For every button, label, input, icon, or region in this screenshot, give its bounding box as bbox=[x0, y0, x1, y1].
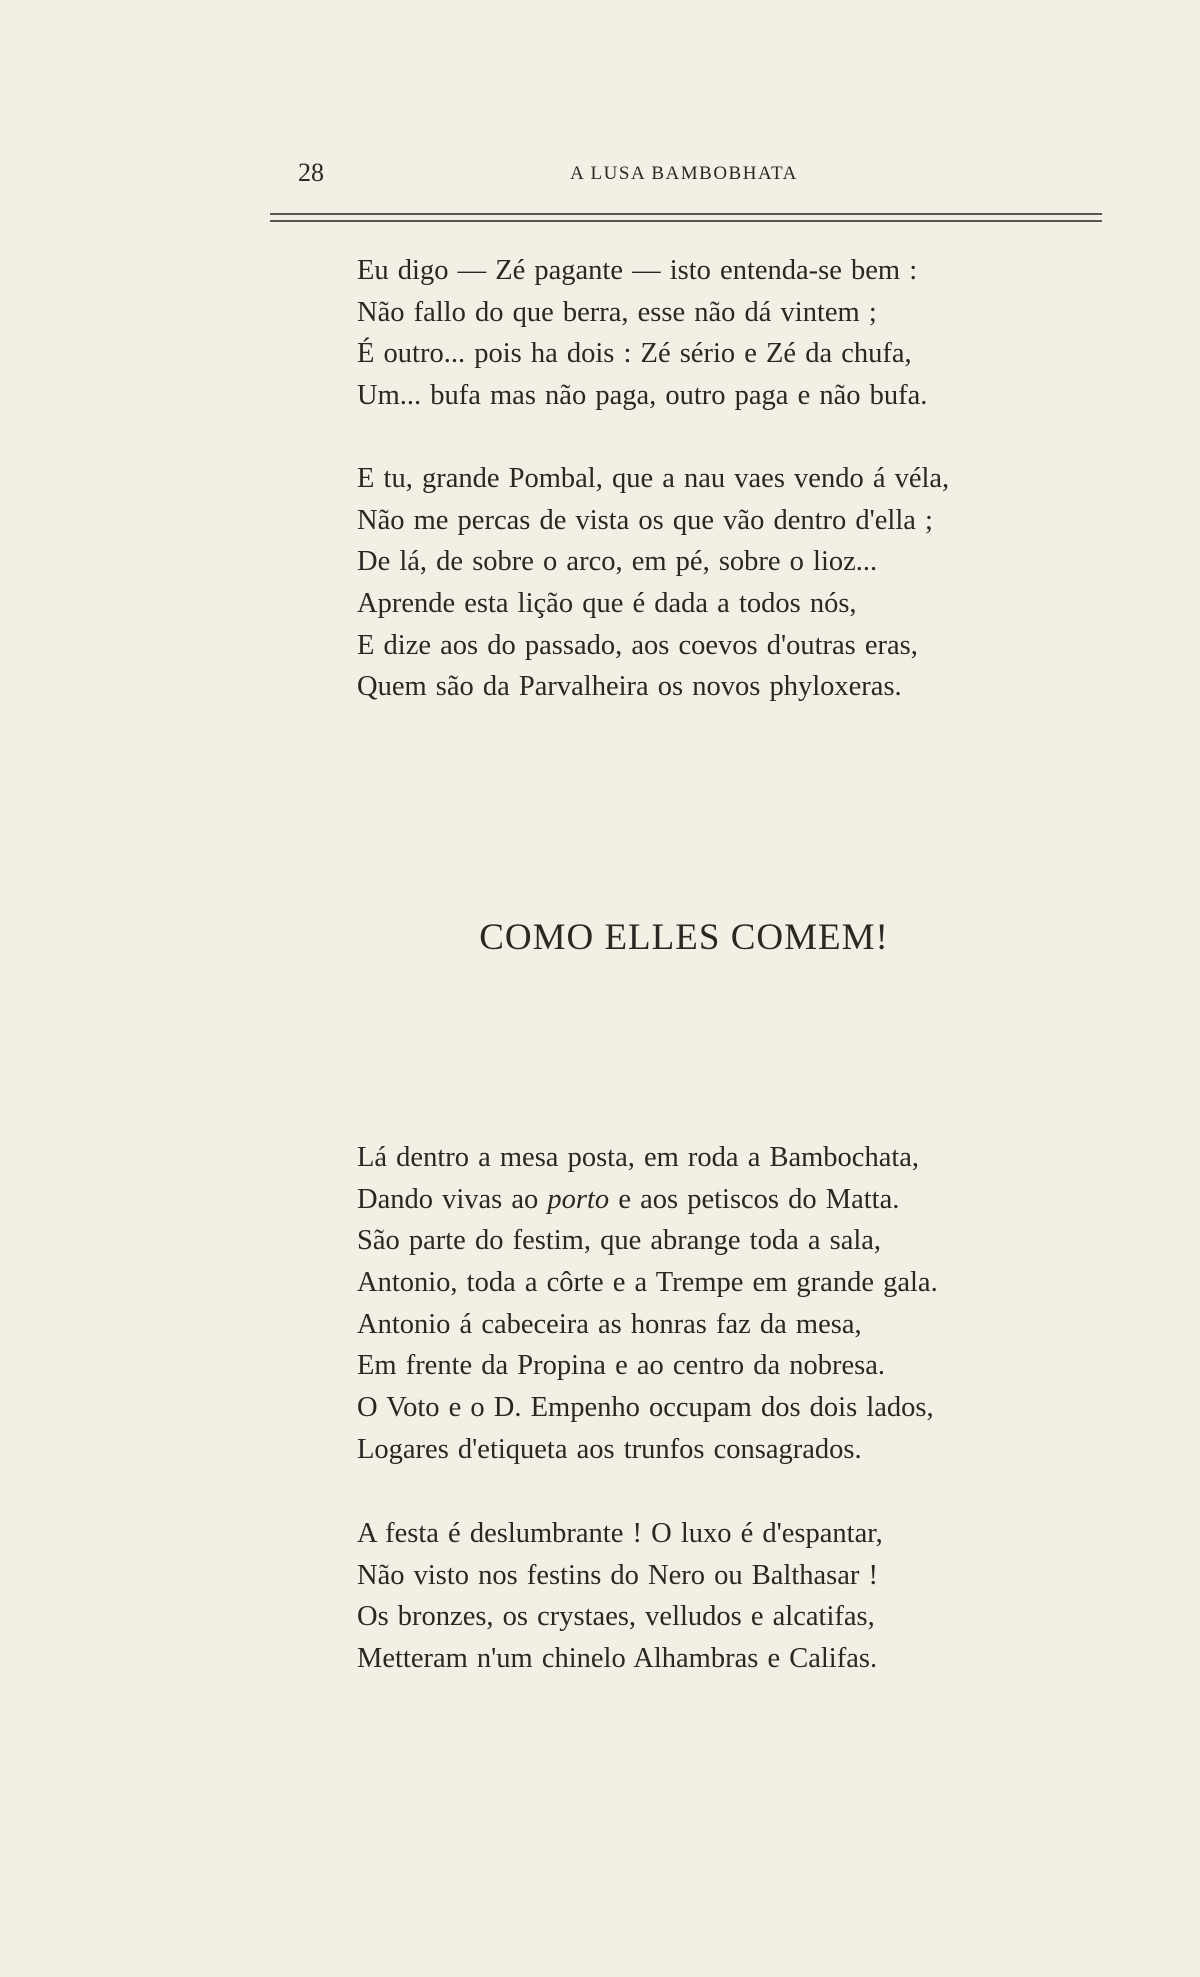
verse-line bbox=[357, 1179, 938, 1221]
verse-line: Não me percas de vista os que vão dentro d'ella ; bbox=[357, 504, 933, 536]
verse-line: Não visto nos festins do Nero ou Balthasar ! bbox=[357, 1559, 878, 1591]
page-number: 28 bbox=[298, 158, 324, 187]
verse-line: São parte do festim, que abrange toda a sala, bbox=[357, 1225, 882, 1257]
verse-text: e aos petiscos do Matta. bbox=[609, 1183, 900, 1215]
running-title: A LUSA BAMBOBHATA bbox=[570, 163, 798, 184]
verse-line: Em frente da Propina e ao centro da nobresa. bbox=[357, 1350, 885, 1382]
stanza-2 bbox=[357, 458, 949, 708]
stanza-4 bbox=[357, 1513, 883, 1680]
verse-line: É outro... pois ha dois : Zé sério e Zé da chufa, bbox=[357, 338, 912, 370]
verse-line: E dize aos do passado, aos coevos d'outras eras, bbox=[357, 629, 918, 661]
verse-text: Dando vivas ao bbox=[357, 1183, 548, 1215]
verse-line: Metteram n'um chinelo Alhambras e Califas. bbox=[357, 1643, 878, 1675]
verse-line: Os bronzes, os crystaes, velludos e alcatifas, bbox=[357, 1601, 875, 1633]
poem-title: COMO ELLES COMEM! bbox=[479, 917, 889, 958]
verse-line: Eu digo — Zé pagante — isto entenda-se bem : bbox=[357, 255, 918, 286]
verse-line: A festa é deslumbrante ! O luxo é d'espantar, bbox=[357, 1518, 883, 1549]
verse-line: Aprende esta lição que é dada a todos nós, bbox=[357, 588, 857, 620]
verse-line: Logares d'etiqueta aos trunfos consagrados. bbox=[357, 1433, 862, 1465]
stanza-1 bbox=[357, 250, 927, 417]
verse-line: Antonio á cabeceira as honras faz da mesa, bbox=[357, 1308, 862, 1340]
header-double-rule bbox=[270, 213, 1102, 222]
verse-line: O Voto e o D. Empenho occupam dos dois lados, bbox=[357, 1392, 934, 1424]
verse-line: Quem são da Parvalheira os novos phyloxeras. bbox=[357, 671, 902, 703]
verse-line: Antonio, toda a côrte e a Trempe em grande gala. bbox=[357, 1267, 938, 1299]
verse-line: Não fallo do que berra, esse não dá vintem ; bbox=[357, 296, 877, 328]
verse-line: De lá, de sobre o arco, em pé, sobre o lioz... bbox=[357, 546, 878, 578]
italic-word: porto bbox=[547, 1183, 610, 1215]
verse-line: Um... bufa mas não paga, outro paga e não bufa. bbox=[357, 380, 928, 412]
stanza-3 bbox=[357, 1137, 938, 1471]
verse-line: Lá dentro a mesa posta, em roda a Bambochata, bbox=[357, 1142, 920, 1173]
verse-line: E tu, grande Pombal, que a nau vaes vendo á véla, bbox=[357, 463, 950, 494]
